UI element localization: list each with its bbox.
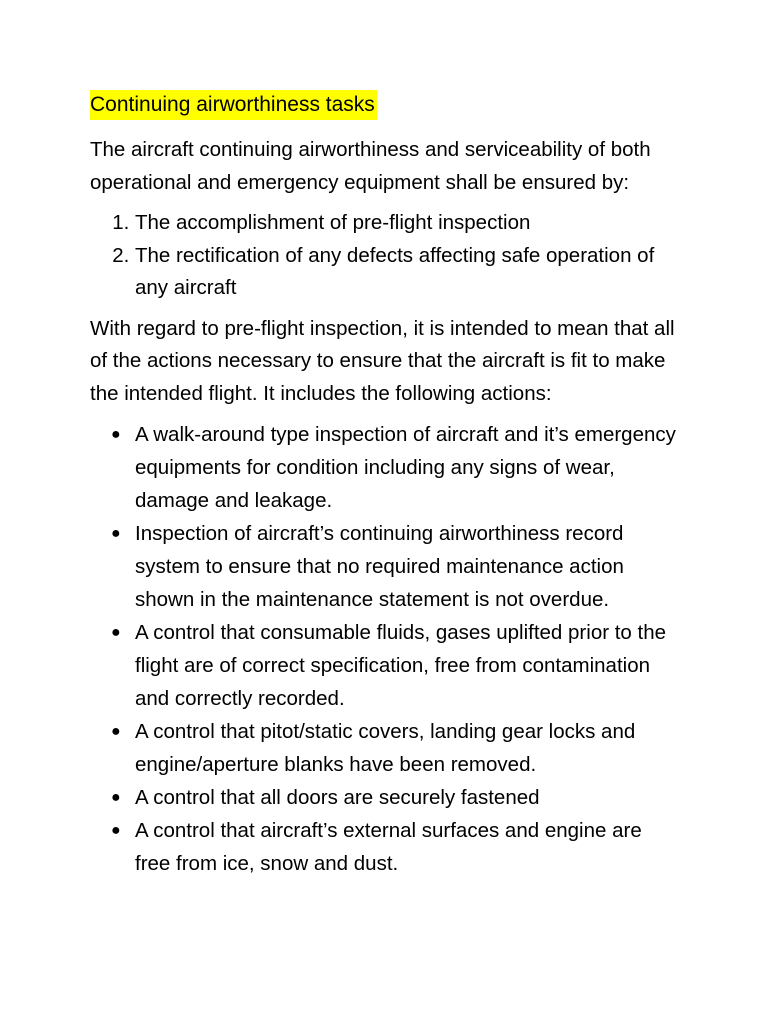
bullet-list-item [111,616,678,715]
bullet-list-item [111,781,678,814]
numbered-list-item: 2. The rectification of any defects affecting safe operation of any aircraft [135,240,678,305]
bullet-icon: ● [111,822,121,839]
bullet-icon: ● [111,426,121,443]
bullet-icon: ● [111,624,121,641]
preflight-paragraph: With regard to pre-flight inspection, it is intended to mean that all of the actions necessary to ensure that the aircraft is fit to make the intended flight. It includes the following actions: [90,316,675,405]
bullet-text: A control that pitot/static covers, landing gear locks and engine/aperture blanks have been removed. [135,720,636,776]
bullet-text: A walk-around type inspection of aircraft and it’s emergency equipments for condition including any signs of wear, damage and leakage. [135,423,676,512]
numbered-list-item: 1. The accomplishment of pre-flight inspection [135,207,678,240]
numbered-list [90,207,678,305]
bullet-text: Inspection of aircraft’s continuing airworthiness record system to ensure that no required maintenance action shown in the maintenance statement is not overdue. [135,522,624,611]
section-heading: Continuing airworthiness tasks [90,90,377,120]
bullet-list-item [111,814,678,880]
bullet-list-item [111,418,678,517]
bullet-icon: ● [111,789,121,806]
bullet-list-item [111,715,678,781]
bullet-icon: ● [111,525,121,542]
bullet-icon: ● [111,723,121,740]
bullet-text: A control that consumable fluids, gases uplifted prior to the flight are of correct specification, free from contamination and correctly recorded. [135,621,667,710]
bullet-list-item [111,517,678,616]
intro-paragraph: The aircraft continuing airworthiness and serviceability of both operational and emergency equipment shall be ensured by: [90,138,651,194]
bullet-text: A control that all doors are securely fastened [135,786,540,809]
bullet-text: A control that aircraft’s external surfaces and engine are free from ice, snow and dust. [135,819,642,875]
bullet-list [90,418,678,880]
